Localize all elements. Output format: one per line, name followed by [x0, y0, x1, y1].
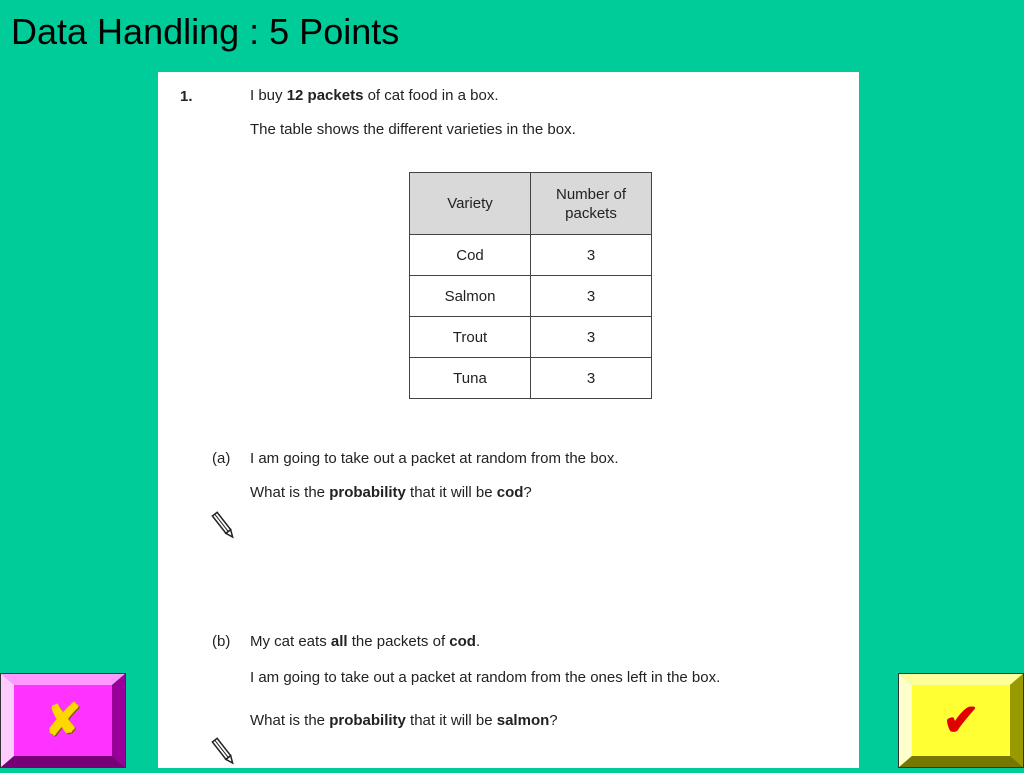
table-intro: The table shows the different varieties in the box. [250, 121, 576, 138]
slide-title: Data Handling : 5 Points [11, 11, 400, 52]
varieties-table [409, 172, 652, 399]
header-variety: Variety [410, 173, 531, 235]
part-b-line2: I am going to take out a packet at random from the ones left in the box. [250, 669, 721, 686]
part-a-line1: I am going to take out a packet at random from the box. [250, 450, 619, 467]
question-sheet [158, 72, 859, 768]
table-header-row [410, 173, 652, 235]
cell-count: 3 [531, 276, 652, 317]
header-number-of-packets: Number of packets [531, 173, 652, 235]
check-icon: ✔ [942, 696, 980, 745]
cell-variety: Tuna [410, 358, 531, 399]
cell-count: 3 [531, 358, 652, 399]
table-row [410, 317, 652, 358]
part-a-question: What is the probability that it will be cod? [250, 484, 532, 501]
question-number: 1. [180, 88, 193, 105]
part-b-question: What is the probability that it will be salmon? [250, 712, 558, 729]
part-b-label: (b) [212, 633, 231, 650]
wrong-answer-button[interactable] [0, 673, 126, 768]
cell-count: 3 [531, 317, 652, 358]
cross-icon: ✘ [44, 696, 82, 745]
pencil-icon [210, 510, 238, 542]
part-b-line1: My cat eats all the packets of cod. [250, 633, 481, 650]
table-row [410, 358, 652, 399]
cell-variety: Cod [410, 235, 531, 276]
cell-variety: Salmon [410, 276, 531, 317]
correct-answer-button[interactable] [898, 673, 1024, 768]
table-row [410, 235, 652, 276]
pencil-icon [210, 736, 238, 768]
table-row [410, 276, 652, 317]
cell-variety: Trout [410, 317, 531, 358]
part-a-label: (a) [212, 450, 231, 467]
cell-count: 3 [531, 235, 652, 276]
question-intro: I buy 12 packets of cat food in a box. [250, 87, 499, 104]
